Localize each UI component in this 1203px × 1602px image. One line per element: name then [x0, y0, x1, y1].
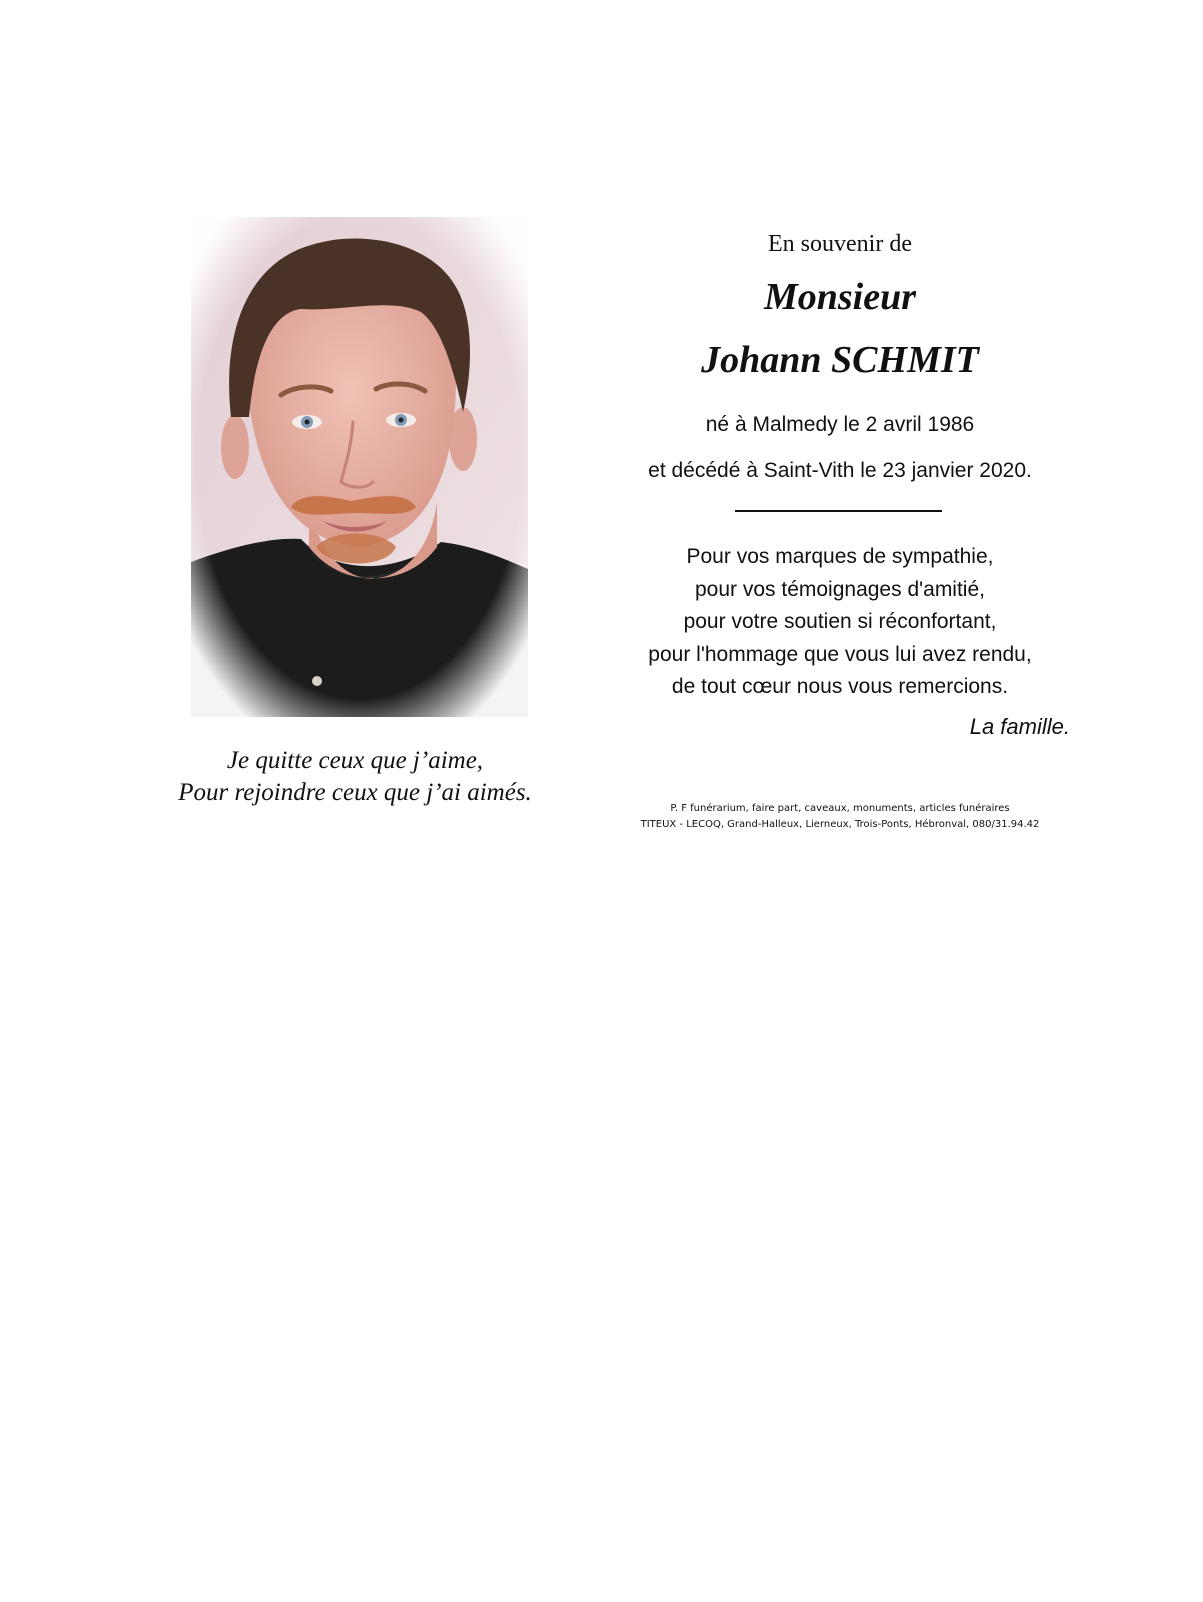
thanks-line: Pour vos marques de sympathie,: [686, 545, 994, 568]
portrait-photo: [191, 217, 528, 717]
footer-line-2: TITEUX - LECOQ, Grand-Halleux, Lierneux, Trois-Ponts, Hébronval, 080/31.94.42: [640, 819, 1040, 830]
portrait-illustration: [191, 217, 528, 717]
divider-line: [735, 510, 942, 512]
quote-line-1: Je quitte ceux que j’aime,: [226, 747, 484, 774]
life-dates: [600, 402, 1080, 494]
thanks-line: pour votre soutien si réconfortant,: [683, 610, 997, 633]
quote-line-2: Pour rejoindre ceux que j’ai aimés.: [178, 779, 532, 806]
death-line: et décédé à Saint-Vith le 23 janvier 2020.: [648, 459, 1032, 482]
thanks-line: pour vos témoignages d'amitié,: [694, 577, 985, 601]
thanks-line: pour l'hommage que vous lui avez rendu,: [648, 642, 1032, 666]
footer-line-1: P. F funérarium, faire part, caveaux, monuments, articles funéraires: [670, 803, 1010, 814]
photo-vignette: [191, 217, 528, 717]
farewell-quote: [140, 745, 570, 809]
funeral-home-footer: [600, 801, 1080, 833]
birth-line: né à Malmedy le 2 avril 1986: [705, 413, 975, 436]
deceased-name: Johann SCHMIT: [701, 339, 979, 381]
family-signature: La famille.: [969, 714, 1070, 739]
intro-text: En souvenir de: [768, 231, 912, 257]
thanks-line: de tout cœur nous vous remercions.: [671, 675, 1009, 698]
honorific-title: Monsieur: [763, 276, 917, 318]
thanks-message: [600, 541, 1080, 704]
